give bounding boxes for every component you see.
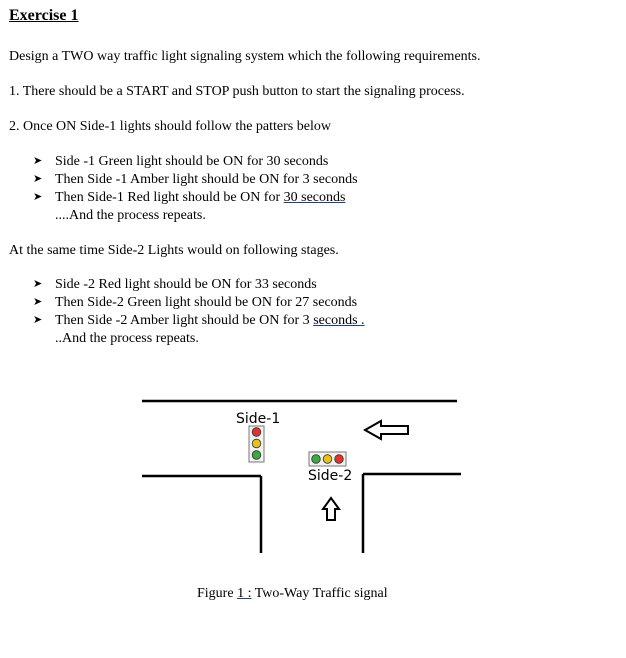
side1-item-1: Side -1 Green light should be ON for 30 seconds [55, 154, 329, 169]
side2-red-lamp [335, 455, 344, 464]
arrow-bullet-icon: ➤ [33, 278, 43, 290]
side1-amber-lamp [252, 439, 261, 448]
arrow-bullet-icon: ➤ [33, 155, 43, 167]
side2-item-2: Then Side-2 Green light should be ON for 27 seconds [55, 295, 358, 310]
side1-green-lamp [252, 451, 261, 460]
arrow-bullet-icon: ➤ [33, 296, 43, 308]
side2-seconds-link[interactable]: seconds . [313, 313, 365, 328]
up-arrow-icon [323, 498, 339, 520]
side2-label: Side-2 [308, 468, 353, 484]
exercise-title: Exercise 1 [9, 7, 79, 24]
side2-amber-lamp [323, 455, 332, 464]
figure-caption-prefix: Figure [197, 586, 238, 601]
same-time-paragraph: At the same time Side-2 Lights would on following stages. [9, 243, 339, 258]
requirement-2: 2. Once ON Side-1 lights should follow the patters below [9, 119, 331, 134]
side1-item-2: Then Side -1 Amber light should be ON for 3 seconds [55, 172, 358, 187]
side1-traffic-light-icon [249, 426, 264, 462]
side2-green-lamp [312, 455, 321, 464]
side2-item-1: Side -2 Red light should be ON for 33 seconds [55, 277, 317, 292]
arrow-bullet-icon: ➤ [33, 314, 43, 326]
requirement-1: 1. There should be a START and STOP push button to start the signaling process. [9, 84, 465, 99]
arrow-bullet-icon: ➤ [33, 191, 43, 203]
figure-caption-text: Two-Way Traffic signal [251, 586, 388, 601]
side1-label: Side-1 [236, 411, 281, 427]
left-arrow-icon [365, 421, 408, 439]
figure-number-link[interactable]: 1 : [237, 586, 252, 601]
side1-seconds-link[interactable]: 30 seconds [283, 190, 346, 205]
side1-repeat: ....And the process repeats. [55, 208, 206, 223]
side2-item-3-text: Then Side -2 Amber light should be ON for 3 [55, 313, 314, 328]
side2-traffic-light-icon [309, 452, 346, 466]
arrow-bullet-icon: ➤ [33, 173, 43, 185]
side1-item-3-text: Then Side-1 Red light should be ON for [55, 190, 284, 205]
figure-caption [197, 585, 388, 602]
side1-red-lamp [252, 428, 261, 437]
intro-paragraph: Design a TWO way traffic light signaling system which the following requirements. [9, 49, 481, 64]
side2-repeat: ..And the process repeats. [55, 331, 199, 346]
